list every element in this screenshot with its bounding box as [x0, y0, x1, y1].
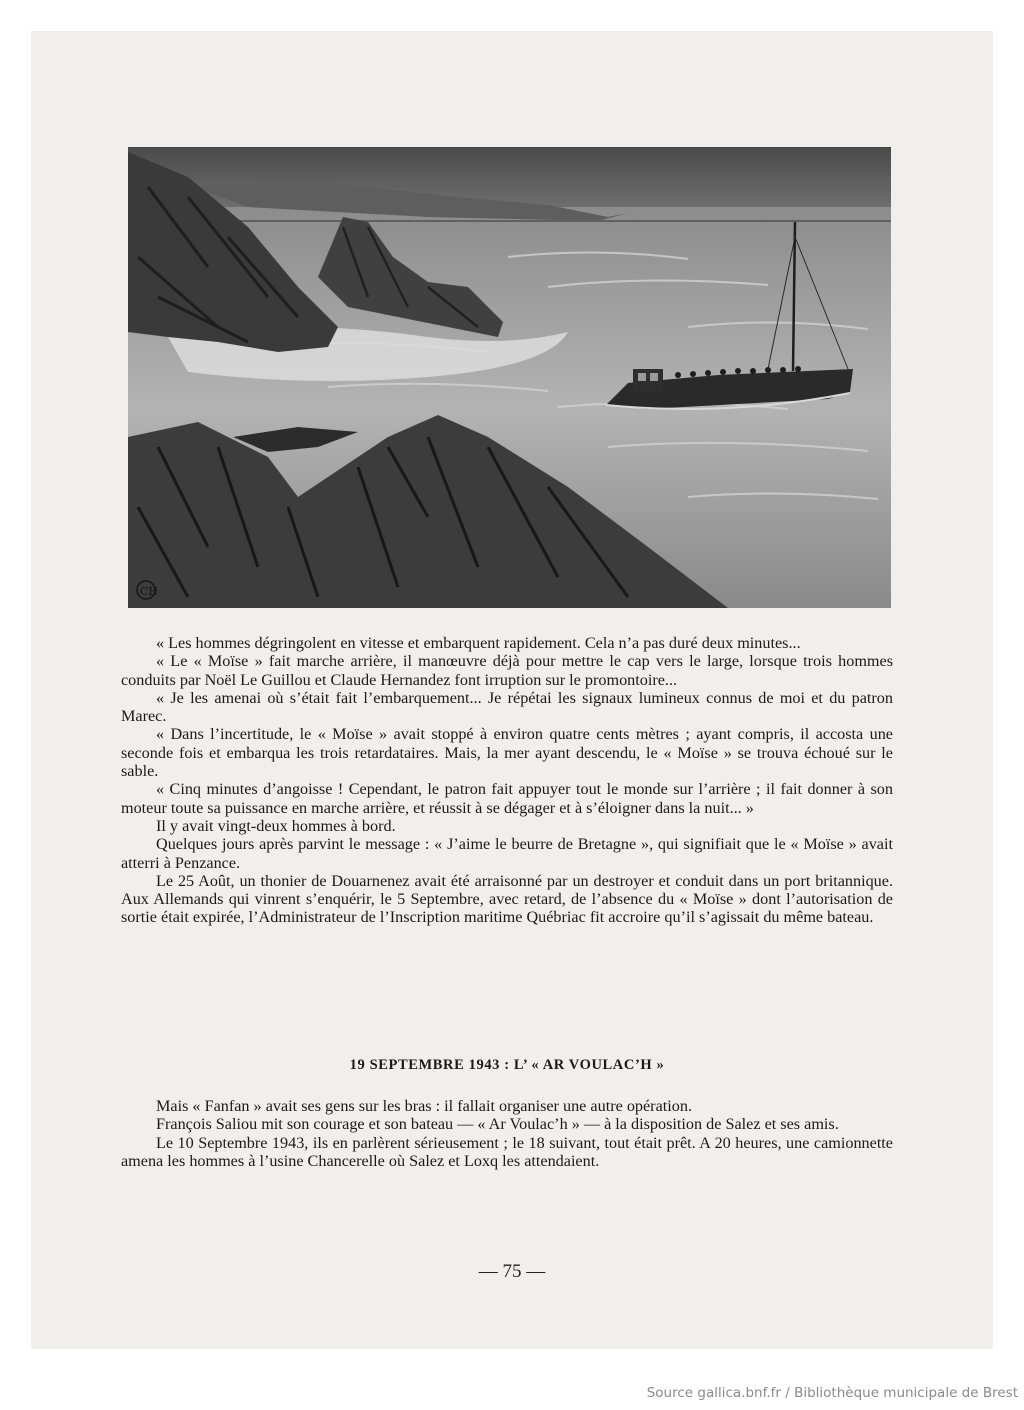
paragraph: « Les hommes dégringolent en vitesse et embarquent rapidement. Cela n’a pas duré deux minutes...: [156, 634, 801, 652]
svg-text:CH: CH: [140, 585, 159, 598]
paragraph: Le 10 Septembre 1943, ils en parlèrent sérieusement ; le 18 suivant, tout était prêt. A 20 heures, une camionnette amena les hommes à l’usine Chancerelle où Salez et Loxq les attendaient.: [121, 1133, 893, 1170]
sea-cliff-illustration: [128, 147, 891, 608]
paragraph: « Cinq minutes d’angoisse ! Cependant, le patron fait appuyer tout le monde sur l’arrière ; il fait donner à son moteur toute sa puissance en marche arrière, et réussit à se dégager et à s’éloigner dans la nuit... »: [121, 780, 893, 817]
paragraph: Quelques jours après parvint le message : « J’aime le beurre de Bretagne », qui signifiait que le « Moïse » avait atterri à Penzance.: [121, 835, 893, 872]
paragraph: Il y avait vingt-deux hommes à bord.: [156, 816, 396, 835]
paragraph: « Je les amenai où s’était fait l’embarquement... Je répétai les signaux lumineux connus de moi et du patron Marec.: [121, 688, 893, 726]
source-credit: Source gallica.bnf.fr / Bibliothèque municipale de Brest: [646, 1385, 1018, 1401]
body-text-block-1: [121, 634, 893, 927]
page-number: — 75 —: [478, 1261, 546, 1282]
body-text-block-2: [121, 1097, 893, 1170]
paragraph: « Dans l’incertitude, le « Moïse » avait stoppé à environ quatre cents mètres ; ayant compris, il accosta une seconde fois et embarqua les trois retardataires. Mais, la mer ayant descendu, le « Moïse » se trouva échoué sur le sable.: [121, 725, 893, 781]
paragraph: « Le « Moïse » fait marche arrière, il manœuvre déjà pour mettre le cap vers le large, lorsque trois hommes conduits par Noël Le Guillou et Claude Hernandez font irruption sur le promontoire...: [121, 652, 893, 689]
section-heading: 19 SEPTEMBRE 1943 : L’ « AR VOULAC’H »: [349, 1057, 665, 1073]
paragraph: François Saliou mit son courage et son bateau — « Ar Voulac’h » — à la disposition de Salez et ses amis.: [156, 1115, 839, 1134]
paragraph: Le 25 Août, un thonier de Douarnenez avait été arraisonné par un destroyer et conduit dans un port britannique. Aux Allemands qui vinrent s’enquérir, le 5 Septembre, avec retard, de l’absence du « Moïse » dont l’autorisation de sortie était expirée, l’Administrateur de l’Inscription maritime Québriac fit accroire qu’il s’agissait du même bateau.: [121, 871, 893, 927]
paragraph: Mais « Fanfan » avait ses gens sur les bras : il fallait organiser une autre opération.: [156, 1097, 692, 1115]
